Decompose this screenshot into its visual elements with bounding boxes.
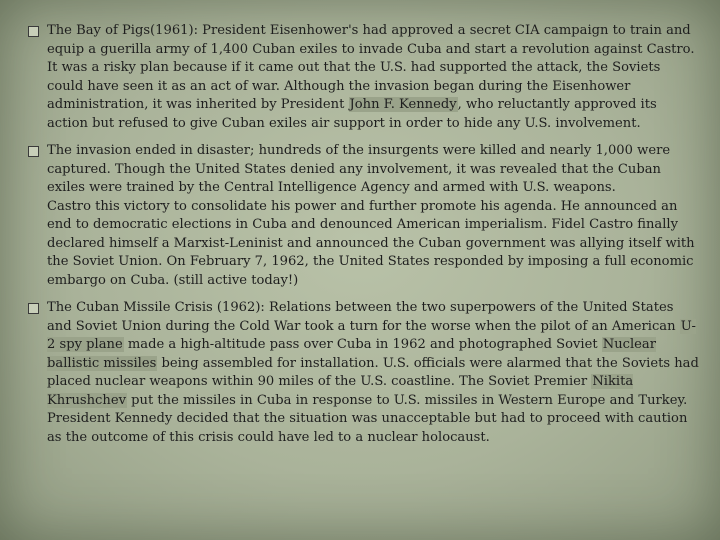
highlighted-term: Nikita Khrushchev — [47, 374, 634, 408]
bullet-paragraph — [47, 299, 700, 447]
text-run: President Eisenhower's had approved a secret CIA campaign to train and equip a guerilla army of 1,400 Cuban exiles to invade Cuba and start a revolution against Castro. It was a risky plan because if it came out that the U.S. had supported the attack, the Soviets could have seen it as an act of war. Although the invasion began during the Eisenhower administration, it was inherited by President — [47, 23, 695, 112]
bullet-paragraph — [47, 142, 700, 198]
bullet-paragraph — [47, 198, 700, 291]
text-run: Castro this victory to consolidate his power and further promote his agenda. He announced an end to democratic elections in Cuba and denounced American imperialism. Fidel Castro finally declared himself a Marxist-Leninist and announced the Cuban government was allying itself with the Soviet Union. On February 7, 1962, the United States responded by imposing a full economic embargo on Cuba. (still active today!) — [47, 198, 695, 288]
bullet-box-icon — [28, 303, 39, 314]
bullet-bay-of-pigs — [28, 22, 700, 133]
text-run: The invasion ended in disaster; hundreds of the insurgents were killed and nearly 1,000 were captured. Though the United States denied any involvement, it was revealed that the Cuban exiles were trained by the Central Intelligence Agency and armed with U.S. weapons. — [47, 143, 671, 195]
text-run: The Bay of Pigs(1961): — [47, 23, 203, 38]
bullet-box-icon — [28, 26, 39, 37]
text-run: Relations between the two superpowers of the United States and Soviet Union during the Cold War took a turn for the worse when the pilot of an American — [47, 300, 680, 334]
highlighted-term: John F. Kennedy — [349, 97, 457, 112]
bullet-box-icon — [28, 146, 39, 157]
text-run: The Cuban Missile Crisis (1962): — [47, 300, 269, 315]
bullet-invasion-outcome — [28, 142, 700, 290]
text-run: being assembled for installation. U.S. officials were alarmed that the Soviets had placed nuclear weapons within 90 miles of the U.S. coastline. The Soviet Premier — [47, 355, 699, 389]
highlighted-term: U-2 spy plane — [47, 318, 696, 352]
bullet-cuban-missile-crisis — [28, 299, 700, 447]
slide-content — [28, 22, 700, 456]
bullet-paragraph — [47, 22, 700, 133]
highlighted-term: Nuclear ballistic missiles — [47, 337, 656, 371]
text-run: made a high-altitude pass over Cuba in 1962 and photographed Soviet — [123, 337, 602, 352]
text-run: put the missiles in Cuba in response to U.S. missiles in Western Europe and Turkey. President Kennedy decided that the situation was unacceptable but had to proceed with caution as the outcome of this crisis could have led to a nuclear holocaust. — [47, 392, 688, 445]
text-run: , who reluctantly approved its action but refused to give Cuban exiles air support in order to hide any U.S. involvement. — [47, 97, 657, 131]
